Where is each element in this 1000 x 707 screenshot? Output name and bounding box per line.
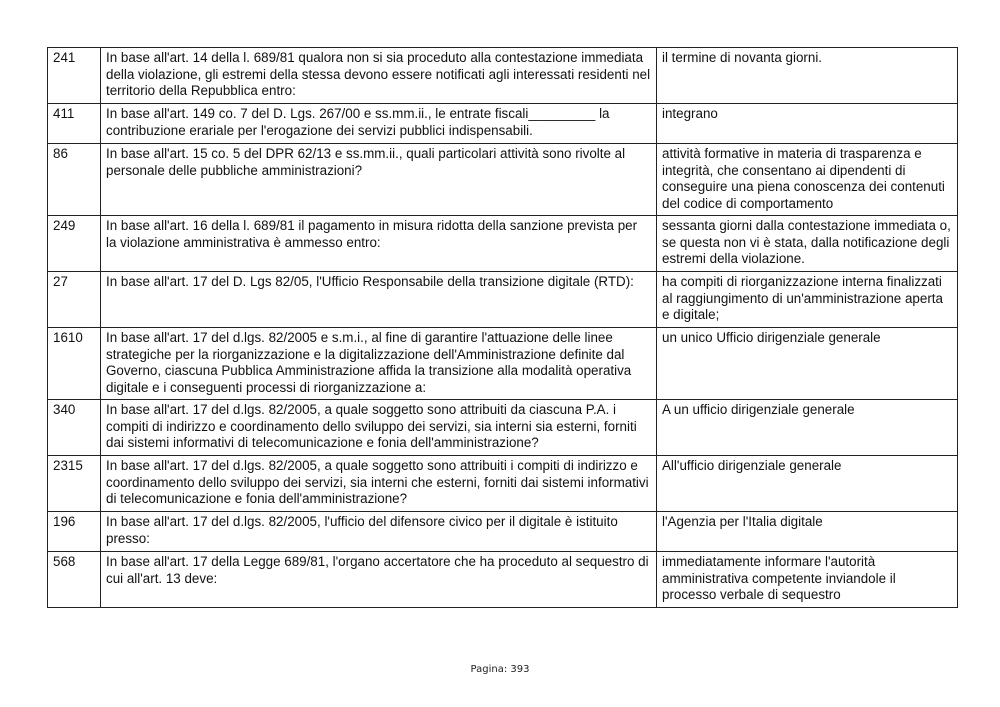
question-text: In base all'art. 17 della Legge 689/81, l'organo accertatore che ha proceduto al sequestro di cui all'art. 13 deve:	[101, 552, 657, 608]
table-row	[48, 104, 958, 144]
answer-text: All'ufficio dirigenziale generale	[657, 456, 958, 512]
page-number: Pagina: 393	[470, 664, 530, 675]
question-text: In base all'art. 17 del d.lgs. 82/2005 e s.m.i., al fine di garantire l'attuazione delle linee strategiche per la riorganizzazione e la digitalizzazione dell'Amministrazione definite dal Governo, ciascuna Pubblica Amministrazione affida la transizione alla modalità operativa digitale e i conseguenti processi di riorganizzazione a:	[101, 328, 657, 400]
question-text: In base all'art. 14 della l. 689/81 qualora non si sia proceduto alla contestazione immediata della violazione, gli estremi della stessa devono essere notificati agli interessati residenti nel territorio della Repubblica entro:	[101, 48, 657, 104]
question-text: In base all'art. 17 del d.lgs. 82/2005, a quale soggetto sono attribuiti da ciascuna P.A. i compiti di indirizzo e coordinamento dello sviluppo dei servizi, sia interni sia esterni, forniti dai sistemi informativi di telecomunicazione e fonia dell'amministrazione?	[101, 400, 657, 456]
question-id: 340	[48, 400, 101, 456]
answer-text: sessanta giorni dalla contestazione immediata o, se questa non vi è stata, dalla notificazione degli estremi della violazione.	[657, 216, 958, 272]
answer-text: immediatamente informare l'autorità amministrativa competente inviandole il processo verbale di sequestro	[657, 552, 958, 608]
answer-text: l'Agenzia per l'Italia digitale	[657, 512, 958, 552]
question-id: 568	[48, 552, 101, 608]
question-text: In base all'art. 149 co. 7 del D. Lgs. 267/00 e ss.mm.ii., le entrate fiscali_________ la contribuzione erariale per l'erogazione dei servizi pubblici indispensabili.	[101, 104, 657, 144]
answer-text: un unico Ufficio dirigenziale generale	[657, 328, 958, 400]
question-text: In base all'art. 15 co. 5 del DPR 62/13 e ss.mm.ii., quali particolari attività sono rivolte al personale delle pubbliche amministrazioni?	[101, 144, 657, 216]
question-id: 27	[48, 272, 101, 328]
question-id: 241	[48, 48, 101, 104]
question-id: 1610	[48, 328, 101, 400]
table-row	[48, 456, 958, 512]
table-row	[48, 512, 958, 552]
qa-table-body	[48, 48, 958, 608]
question-id: 411	[48, 104, 101, 144]
table-row	[48, 400, 958, 456]
table-row	[48, 144, 958, 216]
answer-text: il termine di novanta giorni.	[657, 48, 958, 104]
answer-text: integrano	[657, 104, 958, 144]
table-row	[48, 216, 958, 272]
question-text: In base all'art. 16 della l. 689/81 il pagamento in misura ridotta della sanzione prevista per la violazione amministrativa è ammesso entro:	[101, 216, 657, 272]
question-id: 249	[48, 216, 101, 272]
question-text: In base all'art. 17 del d.lgs. 82/2005, l'ufficio del difensore civico per il digitale è istituito presso:	[101, 512, 657, 552]
question-id: 196	[48, 512, 101, 552]
answer-text: A un ufficio dirigenziale generale	[657, 400, 958, 456]
question-id: 2315	[48, 456, 101, 512]
qa-table	[47, 47, 958, 608]
question-id: 86	[48, 144, 101, 216]
table-row	[48, 48, 958, 104]
table-row	[48, 272, 958, 328]
question-text: In base all'art. 17 del d.lgs. 82/2005, a quale soggetto sono attribuiti i compiti di indirizzo e coordinamento dello sviluppo dei servizi, sia interni che esterni, forniti dai sistemi informativi di telecomunicazione e fonia dell'amministrazione?	[101, 456, 657, 512]
table-row	[48, 328, 958, 400]
answer-text: ha compiti di riorganizzazione interna finalizzati al raggiungimento di un'amministrazione aperta e digitale;	[657, 272, 958, 328]
table-row	[48, 552, 958, 608]
answer-text: attività formative in materia di trasparenza e integrità, che consentano ai dipendenti di conseguire una piena conoscenza dei contenuti del codice di comportamento	[657, 144, 958, 216]
question-text: In base all'art. 17 del D. Lgs 82/05, l'Ufficio Responsabile della transizione digitale (RTD):	[101, 272, 657, 328]
